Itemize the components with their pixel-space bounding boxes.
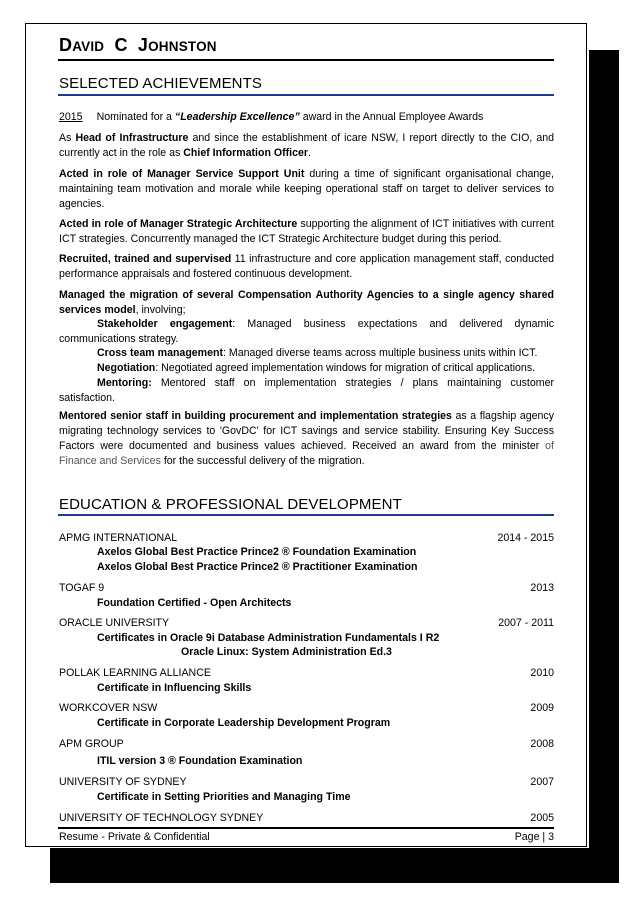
resume-page xyxy=(25,23,587,847)
achievements-heading: SELECTED ACHIEVEMENTS xyxy=(59,75,262,92)
achievement-migration: Managed the migration of several Compensation Authority Agencies to a single agency shared services model, involving; xyxy=(59,289,554,316)
edu-apmg: APMG INTERNATIONAL 2014 - 2015 xyxy=(59,532,554,544)
migration-item-stakeholder: Stakeholder engagement: Managed business expectations and delivered dynamic communications strategy. xyxy=(59,318,555,345)
footer-page-number: Page | 3 xyxy=(514,831,554,843)
page-footer xyxy=(59,831,554,843)
edu-oracle-item: Certificates in Oracle 9i Database Administration Fundamentals I R2 xyxy=(97,632,440,644)
edu-workcover: WORKCOVER NSW 2009 xyxy=(59,702,554,714)
edu-apmg-item: Axelos Global Best Practice Prince2 ® Practitioner Examination xyxy=(97,561,418,573)
edu-oracle: ORACLE UNIVERSITY 2007 - 2011 xyxy=(59,617,554,629)
edu-togaf: TOGAF 9 2013 xyxy=(59,582,554,594)
migration-item-cross-team: Cross team management: Managed diverse teams across multiple business units within ICT. xyxy=(97,347,538,359)
achievement-strategic-architecture: Acted in role of Manager Strategic Architecture supporting the alignment of ICT initiatives with current ICT strategies. Concurrently managed the ICT Strategic Architecture budget during this period. xyxy=(59,218,554,245)
edu-apm-group-item: ITIL version 3 ® Foundation Examination xyxy=(97,755,303,767)
edu-oracle-item: Oracle Linux: System Administration Ed.3 xyxy=(181,646,392,658)
education-heading: EDUCATION & PROFESSIONAL DEVELOPMENT xyxy=(59,496,402,513)
footer-divider xyxy=(58,827,554,829)
footer-confidential: Resume - Private & Confidential xyxy=(59,831,210,843)
edu-uts: UNIVERSITY OF TECHNOLOGY SYDNEY 2005 xyxy=(59,812,554,824)
education-divider xyxy=(58,514,554,516)
edu-sydney: UNIVERSITY OF SYDNEY 2007 xyxy=(59,776,554,788)
migration-item-negotiation: Negotiation: Negotiated agreed implementation windows for migration of critical applications. xyxy=(97,362,536,374)
achievement-recruited: Recruited, trained and supervised 11 infrastructure and core application management staff, conducted performance appraisals and fostered continuous development. xyxy=(59,253,554,280)
edu-sydney-item: Certificate in Setting Priorities and Managing Time xyxy=(97,791,351,803)
achievement-service-support: Acted in role of Manager Service Support Unit during a time of significant organisational change, maintaining team motivation and morale while keeping operational staff on target to deliver services to agencies. xyxy=(59,168,554,210)
achievement-head-of-infrastructure: As Head of Infrastructure and since the establishment of icare NSW, I report directly to the CIO, and currently act in the role as Chief Information Officer. xyxy=(59,132,555,159)
award-line: 2015 Nominated for a “Leadership Excellence” award in the Annual Employee Awards xyxy=(59,111,484,123)
migration-item-mentoring: Mentoring: Mentored staff on implementation strategies / plans maintaining customer satisfaction. xyxy=(59,377,554,404)
edu-apmg-item: Axelos Global Best Practice Prince2 ® Foundation Examination xyxy=(97,546,417,558)
page-shadow-bottom xyxy=(50,848,619,883)
name-divider xyxy=(58,59,554,61)
achievements-divider xyxy=(58,94,554,96)
page-shadow-right xyxy=(589,50,619,883)
edu-pollak-item: Certificate in Influencing Skills xyxy=(97,682,252,694)
edu-apm-group: APM GROUP 2008 xyxy=(59,738,554,750)
edu-togaf-item: Foundation Certified - Open Architects xyxy=(97,597,292,609)
edu-workcover-item: Certificate in Corporate Leadership Development Program xyxy=(97,717,391,729)
edu-pollak: POLLAK LEARNING ALLIANCE 2010 xyxy=(59,667,554,679)
candidate-name: DAVID C JOHNSTON xyxy=(59,35,217,55)
achievement-govdc: Mentored senior staff in building procurement and implementation strategies as a flagship agency migrating technology services to 'GovDC' for ICT savings and service stability. Ensuring Key Success Factors were documented and business values achieved. Received an award from the minister of Finance and Services for the successful delivery of the migration. xyxy=(59,410,555,467)
